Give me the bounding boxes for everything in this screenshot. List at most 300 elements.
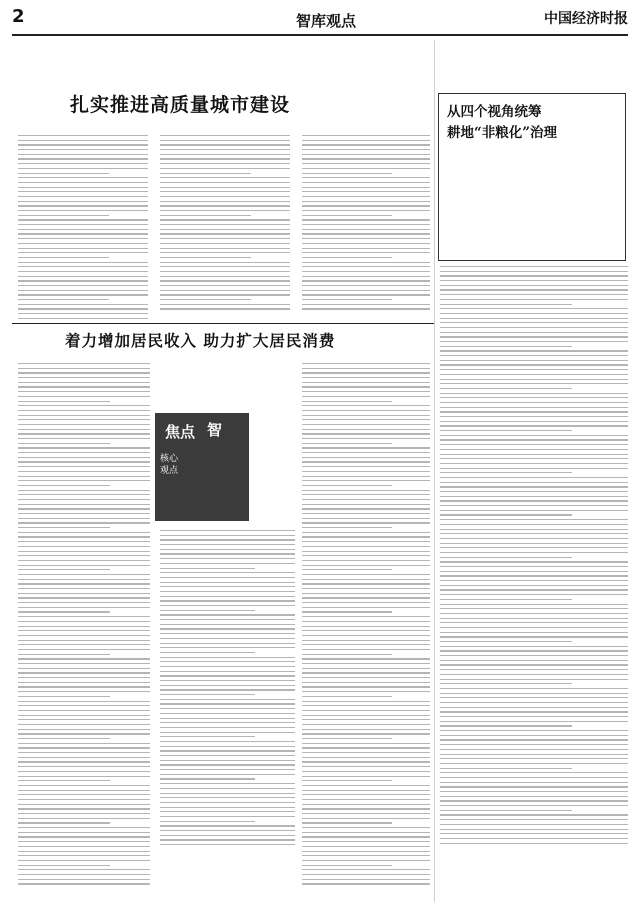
text-line: [18, 663, 150, 664]
text-line: [440, 388, 572, 389]
text-line: [18, 682, 150, 683]
text-line: [18, 168, 148, 169]
text-line: [302, 808, 430, 809]
text-line: [160, 839, 295, 840]
text-line: [302, 485, 392, 486]
text-line: [18, 851, 150, 852]
text-line: [440, 472, 572, 473]
text-line: [440, 782, 628, 783]
text-line: [302, 224, 430, 225]
text-line: [18, 649, 150, 650]
text-line: [302, 280, 430, 281]
text-line: [160, 168, 290, 169]
text-line: [160, 290, 290, 291]
text-line: [160, 568, 255, 569]
text-line: [302, 457, 430, 458]
text-line: [18, 841, 150, 842]
text-line: [18, 457, 150, 458]
text-line: [440, 383, 628, 384]
text-line: [302, 405, 430, 406]
article-divider: [12, 323, 434, 324]
text-line: [160, 539, 295, 540]
text-line: [160, 807, 295, 808]
text-line: [18, 860, 150, 861]
text-line: [440, 529, 628, 530]
text-line: [18, 790, 150, 791]
text-line: [302, 229, 430, 230]
text-line: [18, 363, 150, 364]
text-line: [302, 691, 430, 692]
text-line: [160, 549, 295, 550]
text-line: [160, 243, 290, 244]
text-line: [160, 657, 295, 658]
text-line: [440, 585, 628, 586]
text-line: [302, 565, 430, 566]
text-line: [302, 541, 430, 542]
text-line: [18, 635, 150, 636]
text-line: [302, 257, 392, 258]
text-line: [160, 248, 290, 249]
text-line: [440, 463, 628, 464]
text-line: [160, 577, 295, 578]
text-line: [18, 611, 110, 612]
text-line: [440, 402, 628, 403]
text-line: [440, 800, 628, 801]
text-line: [160, 680, 295, 681]
text-line: [18, 677, 150, 678]
text-line: [18, 518, 150, 519]
text-line: [440, 538, 628, 539]
text-line: [160, 741, 295, 742]
text-line: [302, 766, 430, 767]
text-line: [440, 360, 628, 361]
text-line: [440, 294, 628, 295]
text-line: [440, 622, 628, 623]
text-line: [440, 454, 628, 455]
text-line: [440, 683, 572, 684]
text-line: [160, 774, 295, 775]
text-line: [18, 415, 150, 416]
article2-body: [440, 266, 628, 847]
text-line: [18, 785, 150, 786]
text-line: [440, 758, 628, 759]
text-line: [18, 494, 150, 495]
text-line: [18, 616, 150, 617]
text-line: [160, 191, 290, 192]
text-line: [18, 308, 148, 309]
text-line: [440, 444, 628, 445]
text-line: [302, 841, 430, 842]
text-line: [18, 443, 110, 444]
text-line: [302, 377, 430, 378]
text-line: [160, 572, 295, 573]
text-line: [302, 846, 430, 847]
text-line: [160, 835, 295, 836]
text-line: [18, 776, 150, 777]
text-line: [302, 715, 430, 716]
text-line: [302, 527, 392, 528]
text-line: [440, 739, 628, 740]
text-line: [160, 703, 295, 704]
text-line: [18, 686, 150, 687]
text-line: [18, 804, 150, 805]
text-line: [18, 177, 148, 178]
text-line: [440, 618, 628, 619]
text-line: [302, 560, 430, 561]
text-line: [18, 569, 110, 570]
text-line: [18, 710, 150, 711]
text-line: [440, 533, 628, 534]
text-line: [18, 818, 150, 819]
text-line: [18, 541, 150, 542]
text-line: [18, 738, 110, 739]
text-line: [302, 874, 430, 875]
text-line: [302, 215, 392, 216]
text-line: [160, 600, 295, 601]
text-line: [18, 593, 150, 594]
text-line: [160, 708, 295, 709]
text-line: [160, 689, 295, 690]
text-line: [302, 248, 430, 249]
text-line: [160, 285, 290, 286]
text-line: [440, 416, 628, 417]
text-line: [440, 566, 628, 567]
text-line: [160, 586, 295, 587]
text-line: [18, 196, 148, 197]
text-line: [18, 201, 148, 202]
text-line: [440, 650, 628, 651]
text-line: [302, 860, 430, 861]
text-line: [160, 727, 295, 728]
text-line: [302, 855, 430, 856]
text-line: [160, 605, 295, 606]
text-line: [18, 471, 150, 472]
text-line: [302, 682, 430, 683]
text-line: [440, 829, 628, 830]
text-line: [18, 173, 109, 174]
text-line: [302, 776, 430, 777]
text-line: [440, 725, 572, 726]
text-line: [440, 304, 572, 305]
text-line: [160, 591, 295, 592]
text-line: [302, 677, 430, 678]
text-line: [160, 280, 290, 281]
text-line: [302, 182, 430, 183]
text-line: [302, 158, 430, 159]
text-line: [302, 640, 430, 641]
text-line: [302, 832, 430, 833]
text-line: [440, 604, 628, 605]
text-line: [302, 588, 430, 589]
text-line: [18, 252, 148, 253]
text-line: [18, 490, 150, 491]
text-line: [440, 702, 628, 703]
text-line: [18, 527, 110, 528]
text-line: [440, 608, 628, 609]
focus-label: 焦点: [165, 423, 196, 441]
text-line: [302, 205, 430, 206]
text-line: [440, 721, 628, 722]
text-line: [440, 491, 628, 492]
text-line: [302, 401, 392, 402]
text-line: [160, 215, 251, 216]
text-line: [160, 158, 290, 159]
text-line: [160, 671, 295, 672]
text-line: [160, 643, 295, 644]
article3-column-1: [18, 363, 150, 888]
text-line: [440, 749, 628, 750]
text-line: [440, 346, 572, 347]
text-line: [18, 874, 150, 875]
text-line: [160, 652, 255, 653]
text-line: [440, 439, 628, 440]
text-line: [302, 233, 430, 234]
text-line: [302, 499, 430, 500]
text-line: [18, 280, 148, 281]
text-line: [302, 304, 430, 305]
text-line: [18, 630, 150, 631]
text-line: [160, 783, 295, 784]
text-line: [440, 636, 628, 637]
text-line: [18, 757, 150, 758]
text-line: [160, 694, 255, 695]
text-line: [18, 396, 150, 397]
text-line: [18, 158, 148, 159]
text-line: [18, 668, 150, 669]
text-line: [440, 468, 628, 469]
text-line: [18, 644, 150, 645]
article2-title-line1: 从四个视角统筹: [447, 104, 542, 120]
text-line: [18, 372, 150, 373]
text-line: [18, 238, 148, 239]
text-line: [18, 822, 110, 823]
text-line: [302, 649, 430, 650]
focus-side-label: 核心观点: [159, 454, 178, 476]
text-line: [18, 215, 109, 216]
text-line: [302, 738, 392, 739]
text-line: [440, 299, 628, 300]
text-line: [18, 377, 150, 378]
text-line: [302, 396, 430, 397]
text-line: [302, 602, 430, 603]
text-line: [18, 691, 150, 692]
text-line: [160, 830, 295, 831]
text-line: [18, 879, 150, 880]
text-line: [302, 785, 430, 786]
text-line: [18, 715, 150, 716]
text-line: [302, 415, 430, 416]
text-line: [18, 248, 148, 249]
text-line: [302, 210, 430, 211]
text-line: [18, 285, 148, 286]
text-line: [18, 696, 110, 697]
text-line: [18, 583, 150, 584]
text-line: [440, 435, 628, 436]
text-line: [302, 710, 430, 711]
text-line: [18, 299, 109, 300]
text-line: [302, 851, 430, 852]
text-line: [302, 883, 430, 884]
text-line: [18, 429, 150, 430]
text-line: [18, 290, 148, 291]
text-line: [160, 229, 290, 230]
text-line: [160, 154, 290, 155]
text-line: [18, 447, 150, 448]
focus-box: [155, 413, 249, 521]
text-line: [160, 614, 295, 615]
text-line: [160, 544, 295, 545]
text-line: [440, 660, 628, 661]
text-line: [160, 299, 251, 300]
text-line: [440, 374, 628, 375]
focus-label-zhi: 智: [207, 421, 223, 439]
text-line: [160, 563, 295, 564]
text-line: [160, 666, 295, 667]
text-line: [302, 438, 430, 439]
text-line: [440, 777, 628, 778]
text-line: [302, 140, 430, 141]
text-line: [18, 262, 148, 263]
text-line: [302, 466, 430, 467]
text-line: [160, 163, 290, 164]
text-line: [18, 621, 150, 622]
text-line: [160, 210, 290, 211]
text-line: [440, 308, 628, 309]
text-line: [18, 607, 150, 608]
text-line: [440, 266, 628, 267]
text-line: [302, 724, 430, 725]
text-line: [18, 480, 150, 481]
text-line: [18, 799, 150, 800]
text-line: [440, 824, 628, 825]
text-line: [440, 336, 628, 337]
text-line: [302, 644, 430, 645]
text-line: [440, 364, 628, 365]
text-line: [18, 438, 150, 439]
text-line: [18, 658, 150, 659]
text-line: [160, 746, 295, 747]
text-line: [18, 140, 148, 141]
text-line: [302, 663, 430, 664]
text-line: [440, 632, 628, 633]
text-line: [160, 685, 295, 686]
text-line: [18, 229, 148, 230]
text-line: [18, 672, 150, 673]
text-line: [302, 616, 430, 617]
text-line: [18, 536, 150, 537]
text-line: [302, 461, 430, 462]
text-line: [302, 363, 430, 364]
text-line: [302, 219, 430, 220]
text-line: [440, 552, 628, 553]
text-line: [302, 583, 430, 584]
column-divider: [434, 40, 435, 902]
text-line: [18, 724, 150, 725]
text-line: [18, 761, 150, 762]
text-line: [440, 543, 628, 544]
text-line: [160, 304, 290, 305]
text-line: [18, 382, 150, 383]
text-line: [18, 476, 150, 477]
text-line: [302, 173, 392, 174]
text-line: [18, 869, 150, 870]
text-line: [302, 163, 430, 164]
article1-column-3: [302, 135, 430, 313]
text-line: [302, 532, 430, 533]
text-line: [302, 635, 430, 636]
text-line: [302, 508, 430, 509]
text-line: [18, 626, 150, 627]
text-line: [18, 499, 150, 500]
text-line: [160, 271, 290, 272]
text-line: [160, 718, 295, 719]
text-line: [160, 713, 295, 714]
text-line: [440, 519, 628, 520]
text-line: [302, 262, 430, 263]
text-line: [440, 557, 572, 558]
text-line: [18, 504, 150, 505]
text-line: [302, 761, 430, 762]
text-line: [440, 355, 628, 356]
text-line: [18, 865, 110, 866]
text-line: [440, 688, 628, 689]
text-line: [302, 771, 430, 772]
text-line: [440, 571, 628, 572]
text-line: [18, 551, 150, 552]
text-line: [302, 266, 430, 267]
text-line: [440, 679, 628, 680]
text-line: [302, 630, 430, 631]
text-line: [160, 224, 290, 225]
text-line: [18, 771, 150, 772]
text-line: [160, 582, 295, 583]
text-line: [440, 430, 572, 431]
text-line: [160, 205, 290, 206]
text-line: [302, 276, 430, 277]
text-line: [302, 701, 430, 702]
text-line: [18, 304, 148, 305]
text-line: [440, 285, 628, 286]
text-line: [18, 522, 150, 523]
text-line: [18, 485, 110, 486]
text-line: [302, 804, 430, 805]
text-line: [18, 813, 150, 814]
text-line: [160, 797, 295, 798]
text-line: [302, 743, 430, 744]
text-line: [440, 280, 628, 281]
text-line: [160, 535, 295, 536]
text-line: [440, 322, 628, 323]
text-line: [302, 252, 430, 253]
text-line: [302, 386, 430, 387]
text-line: [440, 711, 628, 712]
text-line: [18, 729, 150, 730]
text-line: [302, 187, 430, 188]
text-line: [160, 633, 295, 634]
article2-headline-box: [438, 93, 626, 261]
text-line: [302, 135, 430, 136]
text-line: [440, 411, 628, 412]
article3-column-2: [160, 530, 295, 849]
text-line: [302, 546, 430, 547]
text-line: [160, 201, 290, 202]
text-line: [18, 410, 150, 411]
text-line: [160, 760, 295, 761]
text-line: [18, 154, 148, 155]
text-line: [440, 594, 628, 595]
article3-column-3: [302, 363, 430, 888]
text-line: [18, 391, 150, 392]
